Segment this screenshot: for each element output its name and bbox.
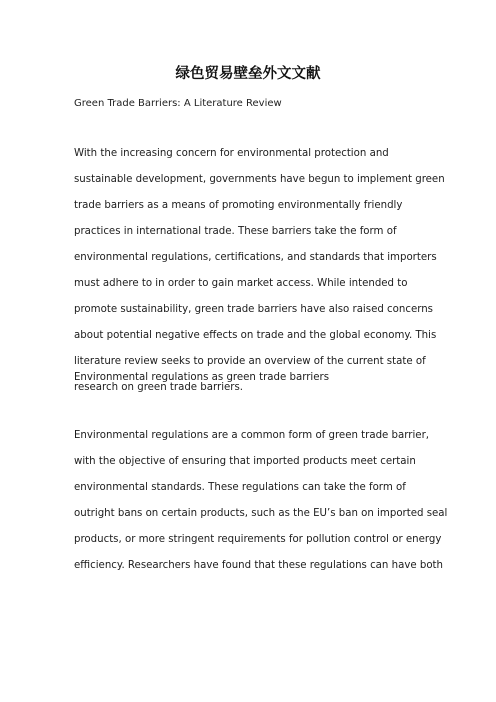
paragraph-line: efficiency. Researchers have found that these regulations can have both: [74, 560, 444, 571]
intro-paragraph: [74, 141, 445, 401]
paragraph-line: practices in international trade. These barriers take the form of: [74, 226, 397, 237]
paragraph-line: trade barriers as a means of promoting environmentally friendly: [74, 200, 403, 211]
regulations-paragraph: [74, 423, 448, 579]
paragraph-line: sustainable development, governments have begun to implement green: [74, 174, 445, 185]
paragraph-line: With the increasing concern for environmental protection and: [74, 148, 389, 159]
paragraph-line: about potential negative effects on trade and the global economy. This: [74, 330, 437, 341]
document-subtitle: Green Trade Barriers: A Literature Review: [74, 98, 282, 109]
paragraph-line: environmental regulations, certifications, and standards that importers: [74, 252, 437, 263]
section-heading: Environmental regulations as green trade barriers: [74, 372, 329, 383]
paragraph-line: Environmental regulations are a common form of green trade barrier,: [74, 430, 429, 441]
paragraph-line: with the objective of ensuring that imported products meet certain: [74, 456, 416, 467]
paragraph-line: literature review seeks to provide an overview of the current state of: [74, 356, 426, 367]
paragraph-line: research on green trade barriers.: [74, 382, 244, 393]
paragraph-line: environmental standards. These regulations can take the form of: [74, 482, 406, 493]
paragraph-line: promote sustainability, green trade barriers have also raised concerns: [74, 304, 433, 315]
document-title: 绿色贸易壁垒外文文献: [175, 66, 321, 82]
paragraph-line: must adhere to in order to gain market access. While intended to: [74, 278, 408, 289]
paragraph-line: products, or more stringent requirements for pollution control or energy: [74, 534, 442, 545]
paragraph-line: outright bans on certain products, such as the EU’s ban on imported seal: [74, 508, 448, 519]
